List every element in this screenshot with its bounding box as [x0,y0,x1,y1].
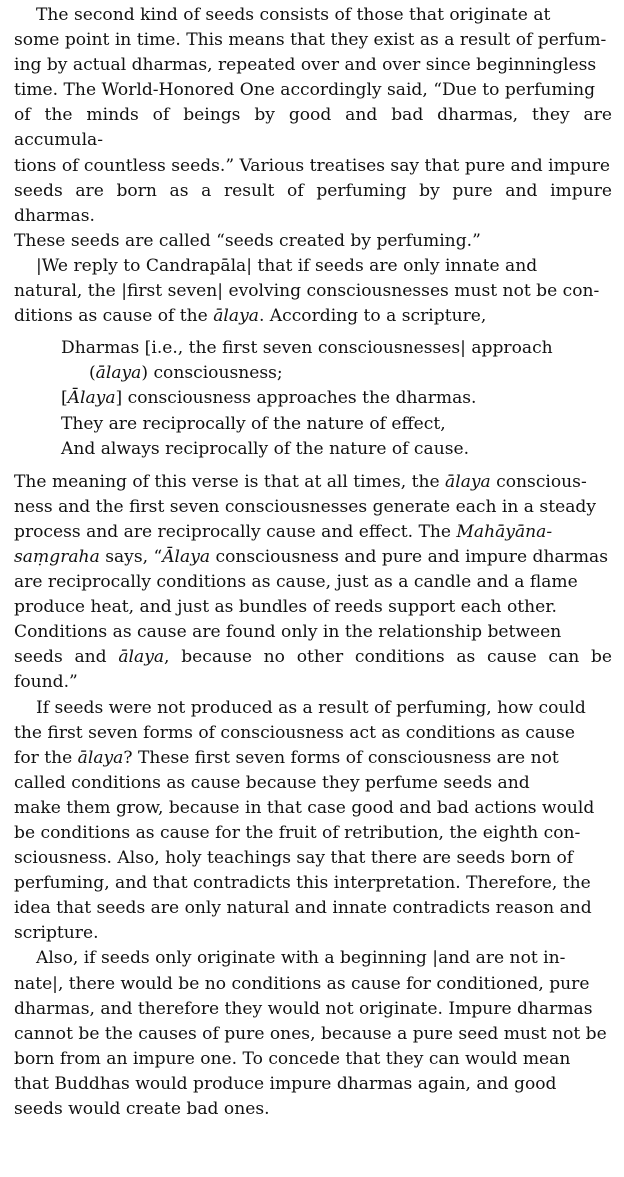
text-line: seeds are born as a result of perfuming by pure and impure dharmas. [14,180,612,226]
text-line: time. The World-Honored One accordingly said, “Due to perfuming [14,80,596,101]
text-line: sciousness. Also, holy teachings say that there are seeds born of [14,848,574,869]
text-line: Conditions as cause are found only in the relationship between [14,622,562,643]
italic-term: Ālaya [67,388,116,409]
text-line: |We reply to Candrapāla| that if seeds are only innate and [36,255,538,276]
text-line: scripture. [14,923,99,944]
text-line: ness and the first seven consciousnesses generate each in a steady [14,496,596,517]
text-line: idea that seeds are only natural and innate contradicts reason and [14,898,592,919]
text-run: The meaning of this verse is that at all times, the [14,471,446,492]
text-line: dharmas, and therefore they would not originate. Impure dharmas [14,998,593,1019]
italic-term: ālaya [445,471,491,492]
text-run: for the [14,747,78,768]
text-line: born from an impure one. To concede that they can would mean [14,1048,571,1069]
text-line: called conditions as cause because they perfume seeds and [14,772,530,793]
verse-line: Dharmas [i.e., the first seven consciousnesses| approach [61,338,553,359]
text-line: make them grow, because in that case good and bad actions would [14,797,595,818]
text-run: consciousness and pure and impure dharmas [210,546,609,567]
text-line: cannot be the causes of pure ones, because a pure seed must not be [14,1023,607,1044]
text-line: produce heat, and just as bundles of reeds support each other. [14,597,557,618]
verse-line: And always reciprocally of the nature of cause. [61,438,470,459]
text-line [14,304,612,329]
text-run: ) consciousness; [141,363,283,384]
text-line: perfuming, and that contradicts this interpretation. Therefore, the [14,873,591,894]
text-run: says, “ [99,546,163,567]
text-line: nate|, there would be no conditions as cause for conditioned, pure [14,973,590,994]
paragraph-1 [14,3,612,254]
verse-line [61,386,612,411]
text-run: seeds and [14,647,119,668]
paragraph-3 [14,470,612,696]
italic-term: Mahāyāna- [456,521,553,542]
text-run: ? These first seven forms of consciousness are not [123,747,559,768]
text-run: . According to a scripture, [258,306,487,327]
text-line: natural, the |first seven| evolving consciousnesses must not be con- [14,281,600,302]
italic-term: ālaya [95,363,142,384]
text-run: ditions as cause of the [14,306,214,327]
text-line: tions of countless seeds.” Various treatises say that pure and impure [14,155,611,176]
italic-term: ālaya [77,747,124,768]
document-page [14,0,612,1122]
text-line: of the minds of beings by good and bad dharmas, they are accumula- [14,105,612,151]
verse-line [61,361,612,386]
text-line: the first seven forms of consciousness act as conditions as cause [14,722,575,743]
text-line [14,470,612,495]
paragraph-4 [14,696,612,947]
text-line: If seeds were not produced as a result of perfuming, how could [36,697,586,718]
text-run: conscious- [490,471,587,492]
text-line: These seeds are called “seeds created by perfuming.” [14,230,481,251]
text-run: process and are reciprocally cause and effect. The [14,521,457,542]
italic-term: ālaya [213,306,259,327]
text-line: be conditions as cause for the fruit of retribution, the eighth con- [14,823,581,843]
text-line: The second kind of seeds consists of those that originate at [36,5,551,25]
text-line: that Buddhas would produce impure dharmas again, and good [14,1073,557,1094]
text-line [14,645,612,695]
text-line: Also, if seeds only originate with a beginning |and are not in- [36,948,566,969]
paragraph-5 [14,946,612,1122]
text-run: ] consciousness approaches the dharmas. [115,388,477,409]
text-line: some point in time. This means that they exist as a result of perfum- [14,30,607,51]
italic-term: saṃgraha [14,546,100,567]
paragraph-2 [14,254,612,329]
text-run: ( [89,363,96,384]
verse-quote [61,336,612,461]
text-line: ing by actual dharmas, repeated over and over since beginningless [14,55,597,76]
text-run: [ [61,388,68,409]
text-line: seeds would create bad ones. [14,1099,270,1120]
italic-term: Ālaya [162,546,211,567]
text-line [14,746,612,771]
text-line [14,545,612,570]
text-line [14,520,612,545]
text-line: are reciprocally conditions as cause, just as a candle and a flame [14,572,578,593]
text-run: , because no other conditions as cause can be found.” [14,647,613,693]
verse-line: They are reciprocally of the nature of effect, [61,413,446,434]
italic-term: ālaya [118,647,165,668]
